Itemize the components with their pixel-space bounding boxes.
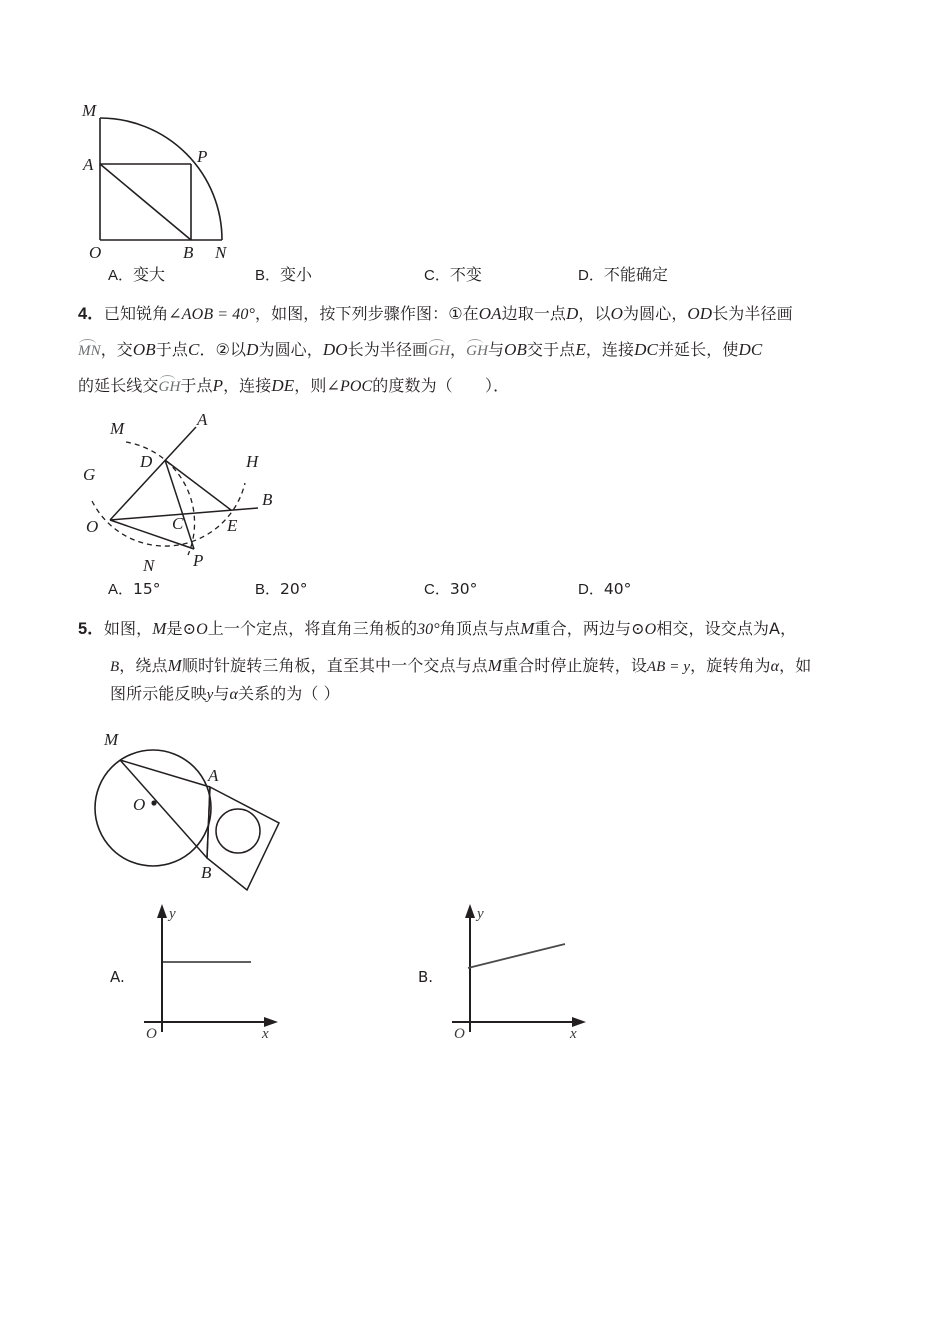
q5-l1-circle-o: ⊙O	[182, 621, 208, 638]
q3-choice-row	[0, 262, 950, 286]
q4-choice-d-text: 40°	[603, 580, 632, 598]
q4-l1-f: 为圆心，	[623, 304, 688, 323]
option-graph-b[interactable]	[418, 900, 618, 1040]
q5-line-2	[110, 657, 811, 675]
q5-l2-d: 重合时停止旋转，设	[502, 656, 647, 675]
set-square-hole	[216, 809, 260, 853]
x-axis-label: x	[570, 1026, 577, 1042]
q4-l3-de: DE	[271, 376, 295, 395]
q4-l2-dc: DC	[634, 340, 658, 359]
figure-label-E: E	[227, 516, 238, 535]
q4-arc-gh-3: GH	[158, 379, 181, 395]
q4-l2-m: 并延长，使	[657, 340, 739, 359]
q4-l2-i: 与	[488, 340, 505, 359]
y-axis-label: y	[169, 906, 176, 922]
q4-choice-a-text: 15°	[133, 580, 161, 598]
q5-l2-m: M	[167, 656, 182, 675]
q5-l1-m: M	[152, 619, 167, 638]
q5-l1-f: 相交，设交点为A，	[656, 619, 797, 638]
q5-l2-m2: M	[487, 656, 503, 675]
figure-label-M: M	[110, 419, 125, 438]
q3-choice-a-label: A．	[108, 267, 134, 284]
q5-l2-c: 顺时针旋转三角板，直至其中一个交点与点	[181, 656, 488, 675]
q4-choice-c[interactable]	[424, 578, 477, 599]
q4-l2-a: ，交	[100, 340, 133, 359]
q4-l1-g: 长为半径画	[712, 304, 793, 323]
figure-label-A: A	[83, 155, 94, 174]
figure-label-G: G	[83, 465, 96, 484]
option-a-label: A.	[110, 968, 125, 986]
figure-circle-triangle-ruler	[75, 715, 305, 890]
y-axis-arrow	[157, 904, 167, 918]
q4-choice-b-text: 20°	[280, 580, 308, 598]
q4-choice-b[interactable]	[255, 578, 308, 599]
q4-line-1	[78, 305, 793, 323]
q4-l3-d: ，连接	[223, 376, 272, 395]
q4-l1-od: OD	[687, 304, 713, 323]
q4-l1-d: D	[566, 304, 579, 323]
figure-label-B: B	[262, 490, 273, 509]
q5-l2-e: ，旋转角为	[690, 656, 771, 675]
q4-l2-do: DO	[322, 340, 348, 359]
figure-label-B: B	[201, 863, 212, 882]
q5-line-3	[110, 685, 340, 703]
q4-l2-ob: OB	[132, 340, 156, 359]
q5-line-1	[78, 620, 796, 638]
q5-l1-deg: 30°	[417, 621, 440, 638]
q4-l3-c: P	[212, 376, 224, 395]
q5-l2-a: ，绕点	[119, 656, 168, 675]
q5-l1-e: 重合，两边与	[534, 619, 632, 638]
figure-label-D: D	[140, 452, 153, 471]
q5-l3-b: 与	[213, 684, 230, 703]
figure-quarter-circle	[80, 100, 310, 260]
q4-arc-gh-1: GH	[428, 343, 451, 359]
figure-label-M: M	[82, 101, 97, 120]
q3-choice-d-text: 不能确定	[603, 265, 668, 284]
q5-l1-m2: M	[520, 619, 535, 638]
q4-l1-oa: OA	[478, 304, 502, 323]
q3-choice-c[interactable]	[424, 262, 482, 285]
figure-label-A: A	[197, 410, 208, 429]
y-axis-label: y	[477, 906, 484, 922]
q5-l1-circle-o2: ⊙O	[631, 621, 657, 638]
q4-choice-c-text: 30°	[449, 580, 478, 598]
q4-l2-dc2: DC	[738, 340, 763, 359]
figure-label-P: P	[197, 147, 208, 166]
q4-l2-k: E	[575, 340, 586, 359]
q4-l3-a: 的延长线交	[78, 376, 159, 395]
figure-label-P: P	[193, 551, 204, 570]
q5-number: 5．	[78, 620, 104, 638]
q4-line-2	[78, 341, 762, 359]
q4-l3-f: 的度数为（ ）．	[372, 376, 510, 395]
q5-l3-alpha: α	[229, 686, 238, 703]
q4-choice-b-label: B．	[255, 581, 281, 598]
q4-l1-b: ，如图，按下列步骤作图：①在	[255, 304, 479, 323]
q5-l3-y: y	[206, 687, 214, 703]
figure-label-H: H	[246, 452, 259, 471]
q5-l1-a: 如图，	[103, 619, 153, 638]
q3-choice-b[interactable]	[255, 262, 312, 285]
q4-choice-d-label: D．	[578, 581, 604, 598]
q4-l2-f: 为圆心，	[258, 340, 323, 359]
q5-l3-c: 关系的为（ ）	[237, 684, 340, 703]
q4-l2-h: ，	[450, 340, 467, 359]
q4-number: 4．	[78, 305, 104, 323]
q4-l2-j: 交于点	[527, 340, 576, 359]
q4-l2-d: ．②以	[199, 340, 247, 359]
q5-l1-c: 上一个定点，将直角三角板的	[207, 619, 418, 638]
x-axis-label: x	[262, 1026, 269, 1042]
q4-l1-angle: ∠AOB = 40°	[168, 306, 255, 323]
circle-O	[95, 750, 211, 866]
q4-l1-a: 已知锐角	[103, 304, 169, 323]
q3-choice-b-text: 变小	[280, 265, 313, 284]
origin-label: O	[146, 1026, 157, 1042]
series-increasing	[468, 944, 565, 968]
figure-label-O: O	[89, 243, 102, 262]
figure-label-N: N	[143, 556, 155, 575]
q4-l2-g: 长为半径画	[347, 340, 429, 359]
q4-l1-o: O	[610, 304, 624, 323]
q4-l2-e: D	[246, 340, 259, 359]
origin-label: O	[454, 1026, 465, 1042]
figure-label-M: M	[104, 730, 119, 749]
y-axis-arrow	[465, 904, 475, 918]
figure-label-N: N	[215, 243, 227, 262]
figure-label-A: A	[208, 766, 219, 785]
q5-l1-b: 是	[166, 619, 183, 638]
figure-label-O: O	[86, 517, 99, 536]
q4-l3-e: ，则	[294, 376, 327, 395]
q4-choice-c-label: C．	[424, 581, 450, 598]
figure-angle-construction	[70, 405, 370, 575]
q5-l3-a: 图所示能反映	[110, 684, 207, 703]
q4-choice-d[interactable]	[578, 578, 631, 599]
q4-l2-c: C	[187, 340, 200, 359]
figure-label-C: C	[172, 514, 184, 533]
q5-l1-d: 角顶点与点	[439, 619, 521, 638]
q4-l1-e: ，以	[578, 304, 611, 323]
figure-label-B: B	[183, 243, 194, 262]
q4-choice-a[interactable]	[108, 578, 161, 599]
option-b-label: B.	[418, 968, 434, 986]
q4-l2-b: 于点	[155, 340, 188, 359]
q4-line-3	[78, 377, 509, 395]
option-graph-a[interactable]	[110, 900, 310, 1040]
q4-l3-b: 于点	[180, 376, 213, 395]
q4-l1-c: 边取一点	[501, 304, 567, 323]
q4-choice-row	[0, 578, 950, 602]
q4-l2-ob2: OB	[504, 340, 528, 359]
q4-arc-mn: MN	[78, 343, 101, 359]
q3-choice-d-label: D．	[578, 267, 604, 284]
q4-l2-l: ，连接	[585, 340, 635, 359]
q5-l2-f: ，如	[779, 656, 812, 675]
q3-choice-d[interactable]	[578, 262, 668, 285]
q3-choice-a-text: 变大	[133, 265, 166, 284]
q3-choice-c-text: 不变	[449, 265, 482, 284]
q5-l2-alpha: α	[770, 658, 780, 675]
q4-arc-gh-2: GH	[466, 343, 489, 359]
q5-l2-ab: AB = y	[646, 659, 691, 675]
figure-label-O: O	[133, 795, 146, 814]
q3-choice-c-label: C．	[424, 267, 450, 284]
q5-l2-b: B	[110, 659, 120, 675]
q3-choice-a[interactable]	[108, 262, 165, 285]
q3-choice-b-label: B．	[255, 267, 281, 284]
q4-choice-a-label: A．	[108, 581, 134, 598]
q4-l3-angle: ∠POC	[326, 378, 373, 395]
